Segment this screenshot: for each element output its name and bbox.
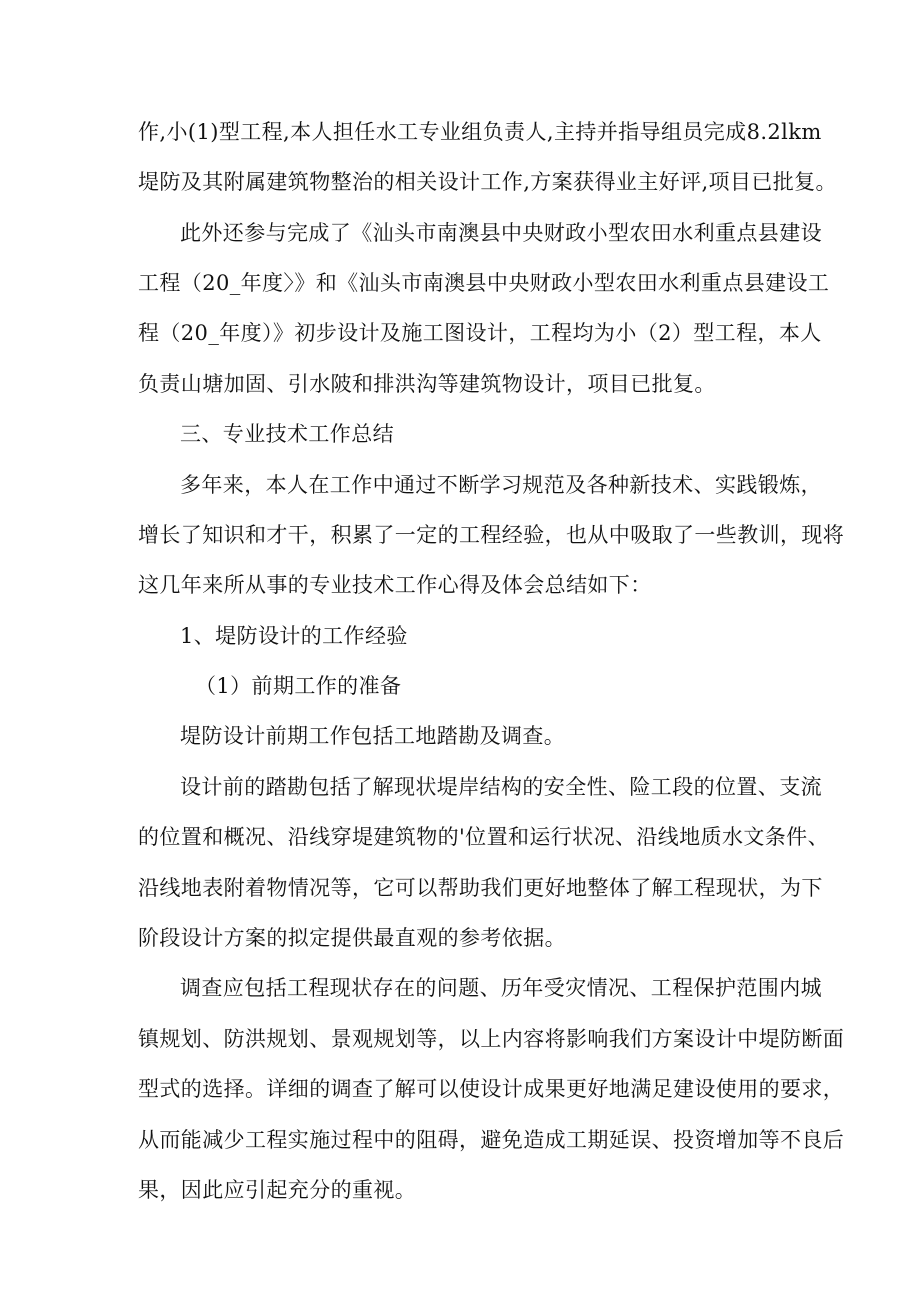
text-line: 阶段设计方案的拟定提供最直观的参考依据。 [138, 926, 566, 950]
text-line: 程（20_年度）》初步设计及施工图设计，工程均为小（2）型工程，本人 [138, 321, 822, 345]
text-line: 镇规划、防洪规划、景观规划等，以上内容将影响我们方案设计中堤防断面 [138, 1027, 845, 1051]
text-line: 工程（20_年度〉》和《汕头市南澳县中央财政小型农田水利重点县建设工 [138, 271, 830, 295]
text-line: 此外还参与完成了《汕头市南澳县中央财政小型农田水利重点县建设 [180, 221, 822, 245]
text-line: 果，因此应引起充分的重视。 [138, 1178, 417, 1202]
text-line: 的位置和概况、沿线穿堤建筑物的'位置和运行状况、沿线地质水文条件、 [138, 825, 829, 849]
text-line: 作,小(1)型工程,本人担任水工专业组负责人,主持并指导组员完成8.2lkm [138, 120, 822, 144]
text-line: 调查应包括工程现状存在的问题、历年受灾情况、工程保护范围内城 [180, 976, 822, 1000]
text-line: 型式的选择。详细的调查了解可以使设计成果更好地满足建设使用的要求， [138, 1077, 845, 1101]
text-line: 从而能减少工程实施过程中的阻碍，避免造成工期延误、投资增加等不良后 [138, 1128, 845, 1152]
text-line: 这几年来所从事的专业技术工作心得及体会总结如下： [138, 573, 652, 597]
text-line: 堤防及其附属建筑物整治的相关设计工作,方案获得业主好评,项目已批复。 [138, 170, 837, 194]
text-line: 堤防设计前期工作包括工地踏勘及调查。 [180, 724, 566, 748]
subsection-heading: 1、堤防设计的工作经验 [180, 624, 408, 648]
text-line: 多年来，本人在工作中通过不断学习规范及各种新技术、实践锻炼， [180, 473, 822, 497]
subsubsection-heading: （1）前期工作的准备 [195, 674, 402, 698]
text-line: 增长了知识和才干，积累了一定的工程经验，也从中吸取了一些教训，现将 [138, 523, 845, 547]
text-line: 设计前的踏勘包括了解现状堤岸结构的安全性、险工段的位置、支流 [180, 775, 822, 799]
text-line: 负责山塘加固、引水陂和排洪沟等建筑物设计，项目已批复。 [138, 372, 716, 396]
section-heading: 三、专业技术工作总结 [180, 422, 394, 446]
text-line: 沿线地表附着物情况等，它可以帮助我们更好地整体了解工程现状，为下 [138, 876, 823, 900]
